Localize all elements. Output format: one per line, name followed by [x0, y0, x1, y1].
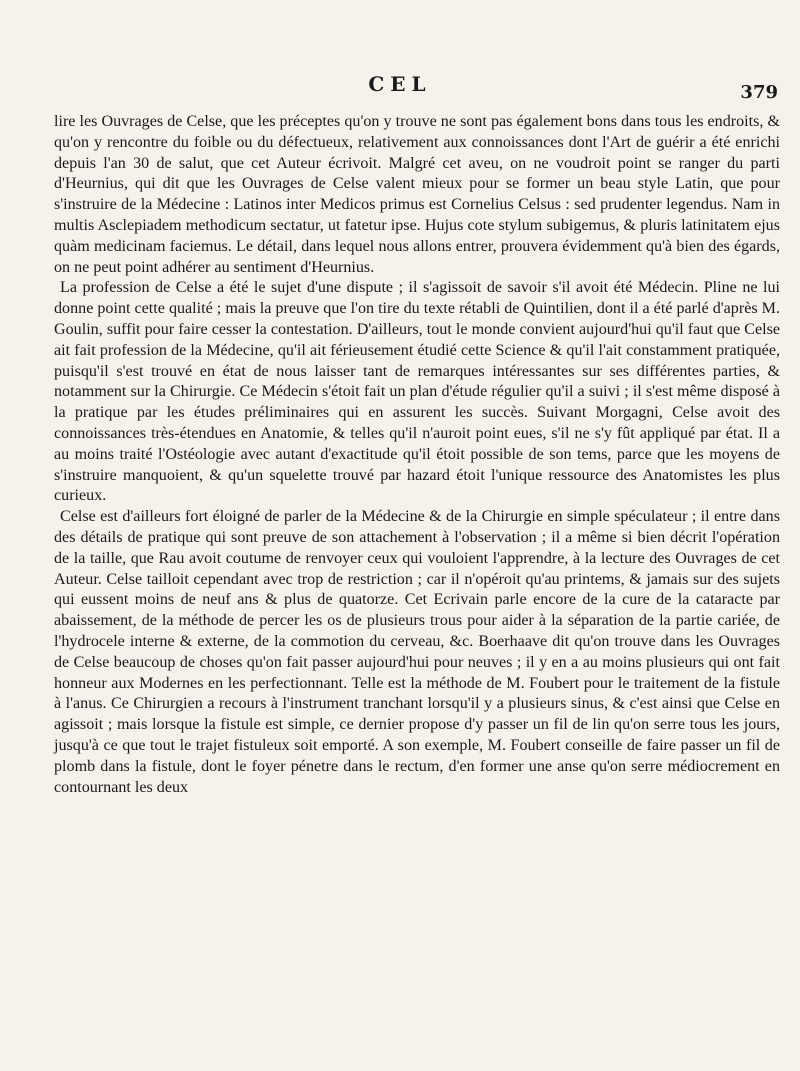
paragraph-2: La profession de Celse a été le sujet d'une dispute ; il s'agissoit de savoir s'il avoit été Médecin. Pline ne lui donne point cette qualité ; mais la preuve que l'on tire du texte rétabli de Quintilien, dont il a été parlé d'après M. Goulin, suffit pour faire cesser la contestation. D'ailleurs, tout le monde convient aujourd'hui qu'il faut que Celse ait fait profession de la Médecine, qu'il ait férieusement étudié cette Science & qu'il l'ait constamment pratiquée, puisqu'il s'est trouvé en état de nous laisser tant de remarques intéressantes sur ses différentes parties, & notamment sur la Chirurgie. Ce Médecin s'étoit fait un plan d'étude régulier qu'il a suivi ; il s'est même disposé à la pratique par les études préliminaires qui en assurent les succès. Suivant Morgagni, Celse avoit des connoissances très-étendues en Anatomie, & telles qu'il n'auroit point eues, s'il ne s'y fût appliqué par état. Il a au moins traité l'Ostéologie avec autant d'exactitude qu'il étoit possible de son tems, parce que les moyens de s'instruire manquoient, & qu'un squelette trouvé par hazard étoit l'unique ressource des Anatomistes les plus curieux. [54, 279, 780, 505]
paragraph-1: lire les Ouvrages de Celse, que les préceptes qu'on y trouve ne sont pas également bons dans tous les endroits, & qu'on y rencontre du foible ou du défectueux, relativement aux connoissances dont l'Art de guérir a été enrichi depuis l'an 30 de salut, que cet Auteur écrivoit. Malgré cet aveu, on ne voudroit point se ranger du parti d'Heurnius, qui dit que les Ouvrages de Celse valent mieux pour se former un beau style Latin, que pour s'instruire de la Médecine : Latinos inter Medicos primus est Cornelius Celsus : sed prudenter legendus. Nam in multis Asclepiadem methodicum sectatur, ut fatetur ipse. Hujus cote stylum subigemus, & pluris latinitatem ejus quàm medicinam faciemus. Le détail, dans lequel nous allons entrer, prouvera évidemment qu'à bien des égards, on ne peut point adhérer au sentiment d'Heurnius. [54, 113, 780, 276]
running-head: CEL [368, 72, 432, 96]
body-text [54, 112, 780, 798]
paragraph-3: Celse est d'ailleurs fort éloigné de parler de la Médecine & de la Chirurgie en simple spéculateur ; il entre dans des détails de pratique qui sont preuve de son attachement à l'observation ; il a même si bien décrit l'opération de la taille, que Rau avoit coutume de renvoyer ceux qui vouloient l'apprendre, à la lecture des Ouvrages de cet Auteur. Celse tailloit cependant avec trop de restriction ; car il n'opéroit qu'au printems, & jamais sur des sujets qui eussent moins de neuf ans & plus de quatorze. Cet Ecrivain parle encore de la cure de la cataracte par abaissement, de la méthode de percer les os de plusieurs trous pour aider à la séparation de la partie cariée, de l'hydrocele interne & externe, de la commotion du cerveau, &c. Boerhaave dit qu'on trouve dans les Ouvrages de Celse beaucoup de choses qu'on fait passer aujourd'hui pour neuves ; il y en a au moins plusieurs qui ont fait honneur aux Modernes en les perfectionnant. Telle est la méthode de M. Foubert pour le traitement de la fistule à l'anus. Ce Chirurgien a recours à l'instrument tranchant lorsqu'il y a plusieurs sinus, & c'est ainsi que Celse en agissoit ; mais lorsque la fistule est simple, ce dernier propose d'y passer un fil de lin qu'on serre tous les jours, jusqu'à ce que tout le trajet fistuleux soit emporté. A son exemple, M. Foubert conseille de faire passer un fil de plomb dans la fistule, dont le foyer pénetre dans le rectum, d'en former une anse qu'on serre médiocrement en contournant les deux [54, 508, 780, 796]
page-number: 379 [740, 82, 778, 103]
